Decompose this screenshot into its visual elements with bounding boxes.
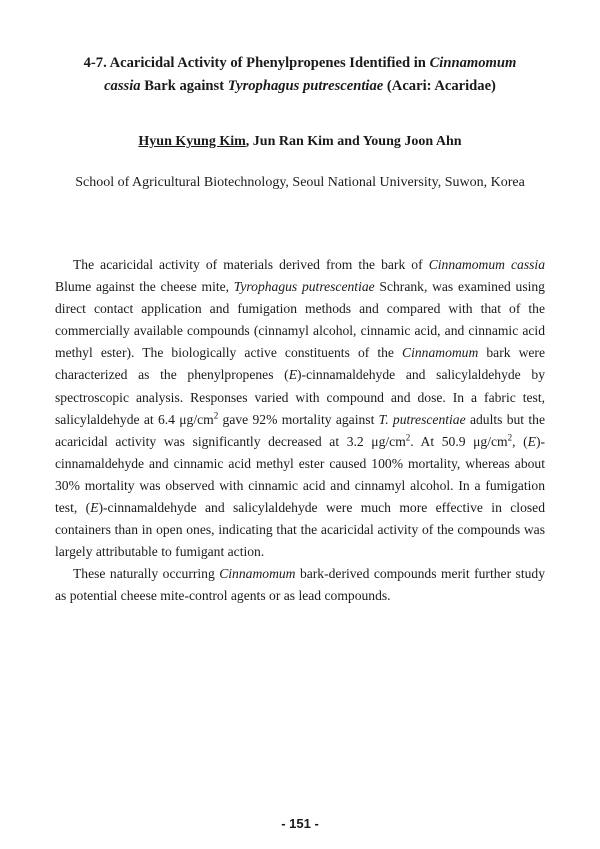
text-run: The acaricidal activity of materials derived from the bark of xyxy=(73,257,429,272)
superscript: 2 xyxy=(507,432,513,443)
text-run: bark-derived compounds merit further study as potential cheese mite-control agents or as lead compounds. xyxy=(55,566,545,604)
text-run: bark were characterized as the phenylpropenes ( xyxy=(55,345,545,383)
abstract-paragraph-2 xyxy=(55,563,545,607)
italic-term: E xyxy=(90,500,99,516)
text-run: Schrank, was examined using direct contact application and fumigation methods and compared with that of the commercially available compounds (cinnamyl alcohol, cinnamic acid, and cinnamic acid methyl ester). The biologically active constituents of the xyxy=(55,279,545,361)
italic-term: T. putrescentiae xyxy=(378,411,466,427)
title-species: cassia xyxy=(104,78,141,94)
italic-term: Tyrophagus putrescentiae xyxy=(233,279,375,295)
text-run: . At 50.9 μg/cm xyxy=(410,433,508,449)
presenting-author: Hyun Kyung Kim xyxy=(138,134,246,149)
author-line xyxy=(0,134,600,150)
page-number: - 151 - xyxy=(281,816,319,831)
affiliation: School of Agricultural Biotechnology, Seoul National University, Suwon, Korea xyxy=(75,175,525,190)
text-run: adults but the acaricidal activity was significantly decreased at 3.2 μg/cm xyxy=(55,411,545,449)
text-run: gave 92% mortality against xyxy=(218,411,379,427)
paper-title xyxy=(40,52,560,98)
title-text: (Acari: Acaridae) xyxy=(383,78,496,94)
title-text: Bark against xyxy=(140,78,228,94)
co-authors: , Jun Ran Kim and Young Joon Ahn xyxy=(245,134,462,149)
text-run: , ( xyxy=(512,433,528,449)
text-run: )-cinnamaldehyde and salicylaldehyde by spectroscopic analysis. Responses varied with compound and dose. In a fabric test, salicylaldehyde at 6.4 μg/cm xyxy=(55,367,545,427)
text-run: )-cinnamaldehyde and salicylaldehyde were much more effective in closed containers than in open ones, indicating that the acaricidal activity of the compounds was largely attributable to fumigant action. xyxy=(55,500,545,560)
italic-term: E xyxy=(527,433,536,449)
superscript: 2 xyxy=(213,410,219,421)
abstract-paragraph-1 xyxy=(55,254,545,563)
text-run: These naturally occurring xyxy=(73,566,220,582)
superscript: 2 xyxy=(405,432,411,443)
abstract-body xyxy=(55,254,545,608)
italic-term: Cinnamomum cassia xyxy=(428,257,546,272)
title-genus: Cinnamomum xyxy=(429,55,517,71)
title-mite: Tyrophagus putrescentiae xyxy=(227,78,384,94)
italic-term: E xyxy=(288,367,298,383)
text-run: )-cinnamaldehyde and cinnamic acid methyl ester caused 100% mortality, whereas about 30% mortality was observed with cinnamic acid and cinnamyl alcohol. In a fumigation test, ( xyxy=(55,433,546,516)
italic-term: Cinnamomum xyxy=(219,566,296,582)
title-text: 4-7. Acaricidal Activity of Phenylpropenes Identified in xyxy=(83,55,430,71)
text-run: Blume against the cheese mite, xyxy=(55,279,234,295)
italic-term: Cinnamomum xyxy=(402,345,479,361)
